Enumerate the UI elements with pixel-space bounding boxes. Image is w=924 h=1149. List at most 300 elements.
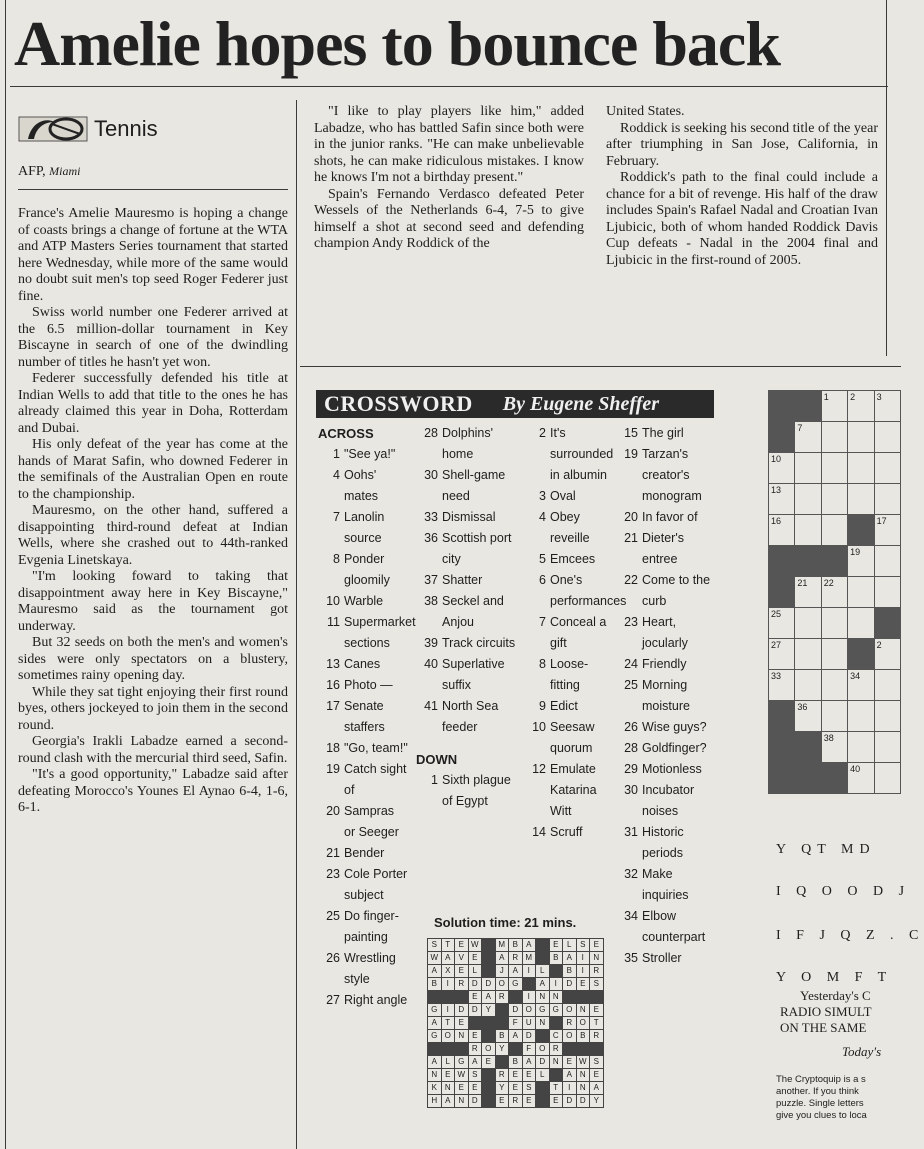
grid-cell[interactable] [795,639,821,670]
clue [318,696,408,738]
clue [616,738,712,759]
note-line: give you clues to loca [776,1110,867,1121]
grid-cell[interactable] [848,422,874,453]
solution-cell [536,952,550,965]
paragraph: France's Amelie Mauresmo is hoping a change of coasts brings a change of fortune at the WTA and ATP Masters Series tournament that started here Wednesday, while more of the same would no doubt suit men's top seed Roger Federer just fine. [18,206,288,304]
grid-cell-number: 7 [797,423,803,433]
clue-text: Cole Porter subject [344,867,408,902]
solution-cell: L [536,965,550,978]
solution-cell: E [563,1056,577,1069]
solution-cell: B [549,952,563,965]
solution-cell: A [522,939,536,952]
clue-number: 36 [424,531,438,545]
clue [416,423,524,465]
clue-text: Make inquiries [642,867,689,902]
grid-cell[interactable] [874,391,900,422]
clue-text: Canes [344,657,381,671]
clue [318,948,408,990]
solution-cell: G [428,1030,442,1043]
clue-text: Scruff [550,825,583,839]
grid-cell[interactable] [769,639,795,670]
grid-cell[interactable] [848,639,874,670]
solution-cell: A [563,1069,577,1082]
solution-cell [536,1095,550,1108]
paragraph: Georgia's Irakli Labadze earned a second-round clash with the mercurial third seed, Safin. [18,734,288,766]
grid-cell-number: 17 [876,516,887,526]
grid-cell[interactable] [821,639,847,670]
paragraph: His only defeat of the year has come at the hands of Marat Safin, who downed Federer in the semifinals of the Australian Open en route to the championship. [18,437,288,502]
paragraph: Federer successfully defended his title at Indian Wells to add that title to the ones he has already claimed this year in Doha, Rotterdam and Dubai. [18,371,288,436]
solution-cell: E [549,939,563,952]
clue-text: Wrestling style [344,951,396,986]
clue-text: The girl [642,426,684,440]
solution-cell: G [455,1056,469,1069]
solution-cell: B [563,965,577,978]
cryptoquip-today: Today's [842,1044,882,1059]
clue [524,486,610,507]
solution-cell: N [576,1004,590,1017]
grid-cell[interactable] [848,577,874,608]
clue-text: Stroller [642,951,682,965]
clue-number: 17 [326,699,340,713]
solution-cell: O [441,1030,455,1043]
solution-cell: D [455,1004,469,1017]
clue-text: Loose-fitting [550,657,589,692]
clue [318,738,408,759]
grid-cell[interactable] [795,453,821,484]
clue [318,549,408,591]
clue [318,444,408,465]
grid-cell[interactable] [848,546,874,577]
clue-text: Right angle [344,993,408,1007]
solution-cell: A [536,978,550,991]
clues-down-b [524,423,627,843]
grid-cell-number: 2 [850,392,856,402]
solution-cell: E [522,1095,536,1108]
paragraph: "I'm looking foward to taking that disappointment away here in Key Biscayne," Mauresmo said as the tournament got underway. [18,569,288,634]
grid-cell[interactable] [795,670,821,701]
clue-number: 18 [326,741,340,755]
solution-cell [590,1043,604,1056]
clue [524,507,610,549]
solution-cell: N [441,1082,455,1095]
solution-cell: I [522,965,536,978]
grid-cell[interactable] [821,608,847,639]
grid-cell[interactable] [769,701,795,732]
grid-cell-number: 27 [771,640,782,650]
solution-cell: A [428,1056,442,1069]
solution-cell: E [468,1082,482,1095]
solution-cell: B [509,939,523,952]
grid-cell-number: 19 [850,547,861,557]
solution-cell [482,965,496,978]
solution-cell: G [549,1004,563,1017]
grid-cell[interactable] [874,639,900,670]
solution-cell: D [563,1095,577,1108]
grid-cell[interactable] [795,515,821,546]
grid-cell[interactable] [874,608,900,639]
clue-text: Friendly [642,657,687,671]
grid-cell[interactable] [769,577,795,608]
clue-number: 32 [624,867,638,881]
solution-cell: A [428,965,442,978]
solution-cell: G [509,978,523,991]
cryptoquip-line-2: I Q O O D J [776,884,911,899]
grid-cell[interactable] [874,515,900,546]
solution-cell: S [428,939,442,952]
solution-cell: T [441,939,455,952]
clue [616,948,712,969]
solution-cell: R [495,991,509,1004]
clue-number: 11 [327,615,340,629]
clue [318,906,408,948]
clue-number: 19 [624,447,638,461]
solution-cell: A [495,952,509,965]
grid-cell[interactable] [795,763,821,794]
solution-cell: S [590,1056,604,1069]
clue [524,759,610,822]
headline-rule [10,86,888,87]
grid-cell[interactable] [874,732,900,763]
solution-cell: D [576,1095,590,1108]
clue-text: Shell-game need [442,468,506,503]
solution-cell: A [522,1056,536,1069]
down-heading-label [316,1031,408,1052]
grid-cell[interactable] [821,515,847,546]
clue-number: 14 [532,825,546,839]
solution-cell: S [590,978,604,991]
paragraph: Roddick is seeking his second title of the year after triumphing in San Jose, California, in February. [606,120,878,169]
solution-cell: B [495,1030,509,1043]
solution-cell [536,939,550,952]
solution-cell: G [428,1004,442,1017]
solution-cell [482,939,496,952]
clue-text: Do finger-painting [344,909,399,944]
clue [616,528,712,570]
grid-cell[interactable] [848,515,874,546]
clue-number: 35 [624,951,638,965]
grid-cell[interactable] [769,608,795,639]
grid-cell[interactable] [769,391,795,422]
solution-cell: M [495,939,509,952]
clue-number: 1 [333,447,340,461]
grid-cell[interactable] [848,701,874,732]
clue-text: Scottish port city [442,531,512,566]
grid-cell[interactable] [874,763,900,794]
grid-cell[interactable] [795,484,821,515]
solution-cell [455,991,469,1004]
note-line: another. If you think [776,1086,859,1097]
solution-cell: W [576,1056,590,1069]
clue [616,423,712,444]
solution-cell: N [549,991,563,1004]
solution-cell: I [441,978,455,991]
grid-cell[interactable] [821,701,847,732]
grid-cell[interactable] [848,453,874,484]
grid-cell[interactable] [769,422,795,453]
grid-cell[interactable] [848,732,874,763]
solution-cell: Y [495,1043,509,1056]
solution-cell: H [428,1095,442,1108]
solution-cell: A [441,1095,455,1108]
solution-cell: A [590,1082,604,1095]
clue-text: One's performances [550,573,627,608]
solution-cell: E [455,939,469,952]
clue [616,717,712,738]
dateline-city: Miami [49,164,81,178]
clue-number: 10 [532,720,546,734]
clue-text: Tarzan's creator's monogram [642,447,702,503]
solution-cell: O [576,1017,590,1030]
clue-text: In favor of [642,510,698,524]
clue [524,654,610,696]
solution-cell: E [455,1017,469,1030]
clue-number: 8 [539,657,546,671]
clue-text: Supermarket sections [344,615,416,650]
clue-text: Dieter's entree [642,531,684,566]
clue-text: Bender [344,846,385,860]
solution-cell [495,1056,509,1069]
clue-number: 27 [326,993,340,1007]
solution-cell [482,1030,496,1043]
grid-cell-number: 40 [850,764,861,774]
clue [318,507,408,549]
solution-cell: Y [495,1082,509,1095]
clue [416,507,524,528]
grid-cell[interactable] [769,546,795,577]
grid-cell[interactable] [821,670,847,701]
clue [416,654,524,696]
clue [616,759,712,780]
solution-cell [482,1095,496,1108]
clue-number: 23 [326,867,340,881]
solution-cell: I [576,965,590,978]
solution-cell [482,952,496,965]
grid-cell[interactable] [795,608,821,639]
grid-cell[interactable] [874,453,900,484]
solution-cell: X [441,965,455,978]
solution-cell: E [590,939,604,952]
clue-number: 26 [624,720,638,734]
solution-cell [495,1017,509,1030]
grid-cell[interactable] [821,763,847,794]
clues-across-b [416,423,524,812]
grid-cell-number: 2 [876,640,882,650]
cryptoquip-line-1: Y QT MD [776,842,876,857]
grid-cell[interactable] [769,732,795,763]
clue-number: 21 [326,846,340,860]
grid-cell[interactable] [821,546,847,577]
grid-cell-number: 38 [823,733,834,743]
grid-cell[interactable] [821,484,847,515]
grid-cell[interactable] [795,391,821,422]
grid-cell[interactable] [848,391,874,422]
paragraph: Roddick's path to the final could include a chance for a bit of revenge. His half of the draw includes Spain's Rafael Nadal and Croatian Ivan Ljubicic, both of whom handed Roddick Davis Cup defeats - Nadal in the 2004 final and Ljubicic in the first-round of 2005. [606,170,878,268]
solution-cell: C [549,1030,563,1043]
grid-cell[interactable] [769,763,795,794]
solution-cell: D [563,978,577,991]
grid-cell[interactable] [769,515,795,546]
section-title: Tennis [94,116,158,141]
grid-cell[interactable] [848,608,874,639]
clue [318,843,408,864]
clue-text: Catch sight of [344,762,407,797]
clue-text: Emcees [550,552,596,566]
clue-text: Oohs' mates [344,468,379,503]
clue [318,654,408,675]
clue-number: 24 [624,657,638,671]
solution-cell: A [468,1056,482,1069]
solution-cell: I [441,1004,455,1017]
solution-cell [441,991,455,1004]
solution-cell: E [468,1030,482,1043]
solution-cell: R [590,965,604,978]
clue [616,654,712,675]
grid-cell[interactable] [795,577,821,608]
cryptoquip-line-4: Y O M F T [776,970,893,985]
grid-cell[interactable] [874,577,900,608]
clue-text: Dolphins' home [442,426,494,461]
clue [616,864,712,906]
solution-cell: T [549,1082,563,1095]
solution-cell: D [468,1095,482,1108]
solution-cell [549,1069,563,1082]
tennis-logo-icon [18,116,88,142]
solution-cell: L [441,1056,455,1069]
solution-cell: S [522,1082,536,1095]
clue-text: Historic periods [642,825,684,860]
clue [524,822,610,843]
clue-text: Warble [344,594,384,608]
solution-cell: E [482,1056,496,1069]
clue-number: 7 [333,510,340,524]
solution-cell: N [590,952,604,965]
clue [524,612,610,654]
clue-number: 2 [539,426,546,440]
grid-cell[interactable] [795,422,821,453]
clue-text: Sixth plague of Egypt [442,773,511,808]
solution-cell: S [576,939,590,952]
section-label [18,114,158,144]
solution-cell: B [428,978,442,991]
clue-number: 22 [624,573,638,587]
clue-text: Senate staffers [344,699,385,734]
clue-text: Conceal a gift [550,615,607,650]
solution-cell: E [495,1095,509,1108]
solution-cell: B [576,1030,590,1043]
clue [616,822,712,864]
grid-cell-number: 13 [771,485,782,495]
solution-cell: D [536,1056,550,1069]
solution-cell: S [468,1069,482,1082]
grid-cell[interactable] [848,670,874,701]
grid-cell[interactable] [769,453,795,484]
article-column-2 [314,104,584,253]
solution-time: Solution time: 21 mins. [434,915,577,930]
grid-cell[interactable] [795,701,821,732]
clue-text: It's surrounded in albumin [550,426,614,482]
solution-cell [563,991,577,1004]
solution-cell: J [495,965,509,978]
paragraph: United States. [606,104,685,119]
grid-cell[interactable] [874,422,900,453]
clue [416,696,524,738]
solution-cell: R [549,1043,563,1056]
headline: Amelie hopes to bounce back [14,8,780,79]
grid-cell[interactable] [821,577,847,608]
grid-cell[interactable] [874,670,900,701]
solution-cell: E [468,991,482,1004]
grid-cell[interactable] [769,484,795,515]
clue [318,759,408,801]
cryptoquip-note [776,1074,901,1122]
solution-cell: G [536,1004,550,1017]
grid-cell[interactable] [769,670,795,701]
clue [524,423,614,486]
column-rule-left [296,100,297,1149]
clue [524,549,610,570]
clues-across-a [318,423,416,1052]
solution-cell [536,1082,550,1095]
grid-cell[interactable] [795,732,821,763]
clue-number: 30 [424,468,438,482]
clue-number: 20 [326,804,340,818]
grid-cell[interactable] [821,422,847,453]
solution-cell: F [509,1017,523,1030]
grid-cell[interactable] [848,484,874,515]
clue [616,675,712,717]
clue [616,444,712,507]
clue-number: 30 [624,783,638,797]
grid-cell[interactable] [848,763,874,794]
clue [616,780,712,822]
clue-number: 4 [539,510,546,524]
solution-cell: N [536,1017,550,1030]
clue [616,570,712,612]
clue-text: Motionless [642,762,702,776]
clue [318,465,408,507]
solution-cell: E [549,1095,563,1108]
grid-cell[interactable] [821,732,847,763]
clue-text: Morning moisture [642,678,690,713]
clue-text: Come to the curb [642,573,711,608]
clue [616,612,712,654]
clue-number: 1 [431,773,438,787]
grid-cell[interactable] [795,546,821,577]
paragraph: "I like to play players like him," added Labadze, who has battled Safin since both were in the junior ranks. "He can make unbelievable shots, he can make ridiculous mistakes. I know he knows I'm not a birthday present." [314,104,584,185]
solution-cell: N [576,1082,590,1095]
dateline [18,164,80,180]
solution-cell: R [563,1017,577,1030]
crossword-title: CROSSWORD [324,391,473,416]
clue-number: 19 [326,762,340,776]
solution-cell [590,991,604,1004]
clue-number: 3 [539,489,546,503]
grid-cell[interactable] [821,391,847,422]
solution-cell: R [455,978,469,991]
clue-number: 8 [333,552,340,566]
grid-cell[interactable] [874,701,900,732]
solution-cell: N [455,1030,469,1043]
clue [318,990,408,1011]
clue-text: "Go, team!" [344,741,408,755]
solution-cell: N [428,1069,442,1082]
grid-cell-number: 16 [771,516,782,526]
grid-cell[interactable] [821,453,847,484]
clue-number: 16 [326,678,340,692]
grid-cell[interactable] [874,484,900,515]
grid-cell[interactable] [874,546,900,577]
